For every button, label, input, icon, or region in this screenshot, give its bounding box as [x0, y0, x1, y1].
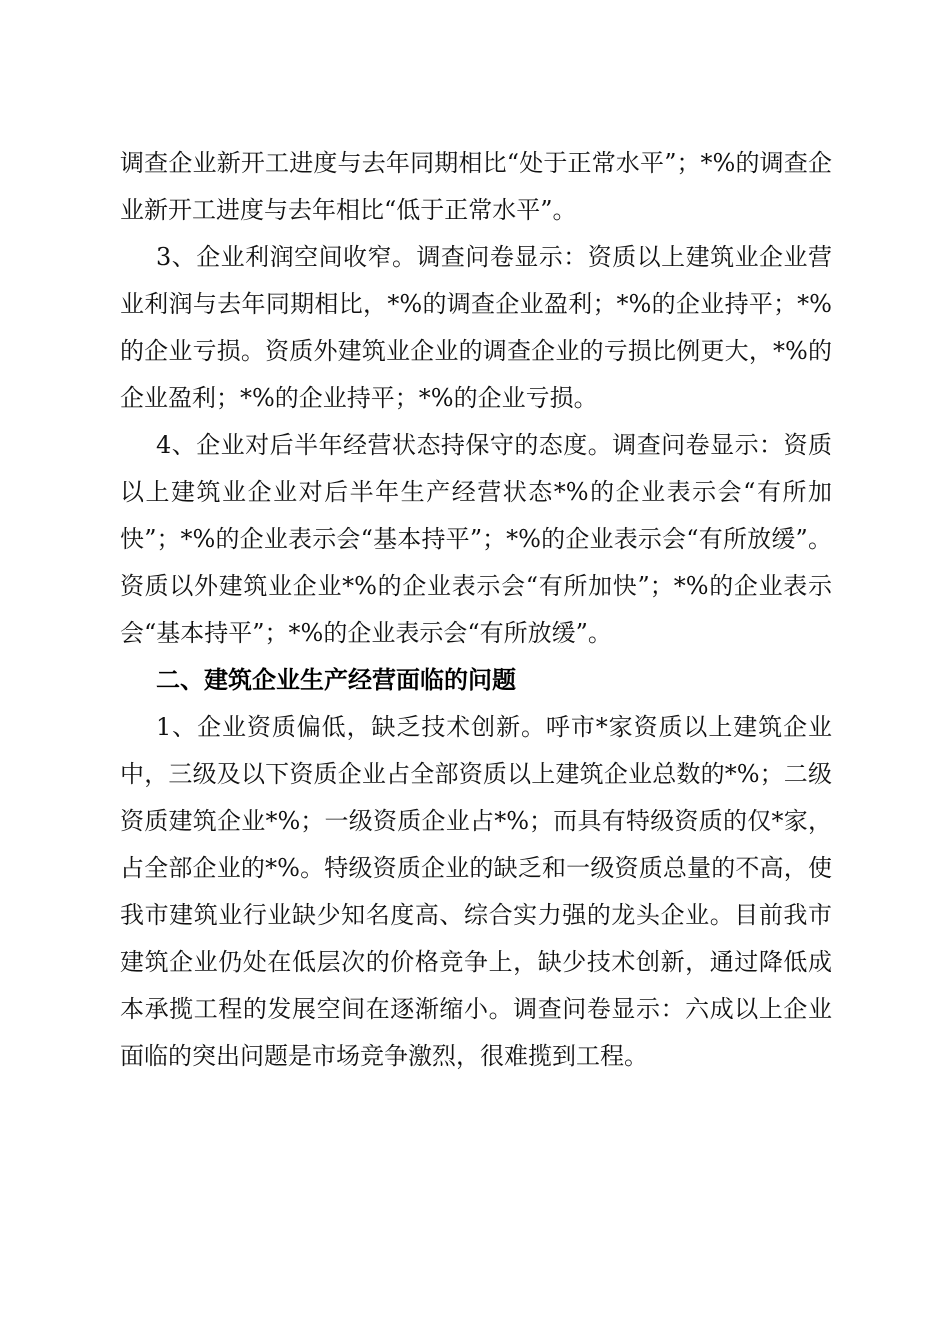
paragraph-continuation: 调查企业新开工进度与去年同期相比“处于正常水平”；*%的调查企业新开工进度与去年相比“低于正常水平”。 — [120, 149, 832, 224]
paragraph-qualification-innovation: 1、企业资质偏低，缺乏技术创新。呼市*家资质以上建筑企业中，三级及以下资质企业占全部资质以上建筑企业总数的*%；二级资质建筑企业*%；一级资质企业占*%；而具有特级资质的仅*家，占全部企业的*%。特级资质企业的缺乏和一级资质总量的不高，使我市建筑业行业缺少知名度高、综合实力强的龙头企业。目前我市建筑企业仍处在低层次的价格竞争上，缺少技术创新，通过降低成本承揽工程的发展空间在逐渐缩小。调查问卷显示：六成以上企业面临的突出问题是市场竞争激烈，很难揽到工程。 — [120, 713, 832, 1070]
section-heading-problems: 二、建筑企业生产经营面临的问题 — [156, 666, 516, 694]
document-body — [120, 140, 832, 1080]
paragraph-second-half-outlook: 4、企业对后半年经营状态持保守的态度。调查问卷显示：资质以上建筑业企业对后半年生产经营状态*%的企业表示会“有所加快”；*%的企业表示会“基本持平”；*%的企业表示会“有所放缓”。资质以外建筑业企业*%的企业表示会“有所加快”；*%的企业表示会“基本持平”；*%的企业表示会“有所放缓”。 — [120, 431, 832, 647]
paragraph-profit-space: 3、企业利润空间收窄。调查问卷显示：资质以上建筑业企业营业利润与去年同期相比，*%的调查企业盈利；*%的企业持平；*%的企业亏损。资质外建筑业企业的调查企业的亏损比例更大，*%的企业盈利；*%的企业持平；*%的企业亏损。 — [120, 243, 832, 412]
